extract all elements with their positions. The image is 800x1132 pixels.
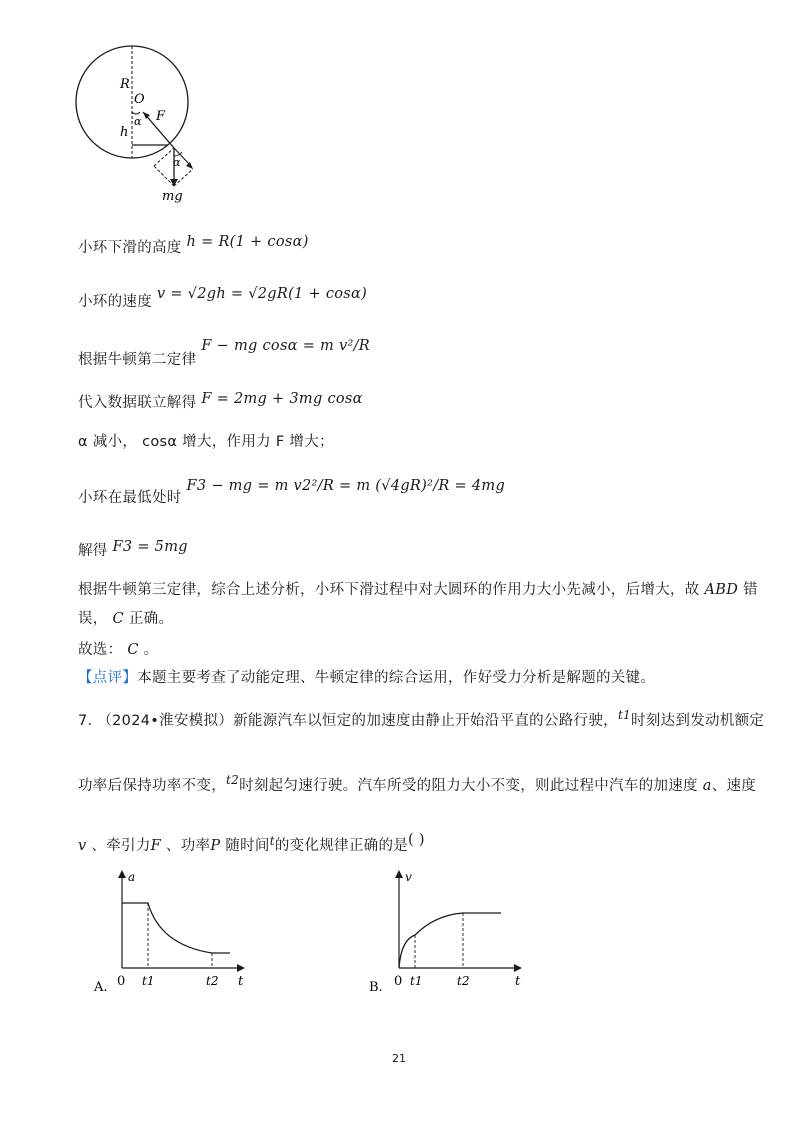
var-F: F bbox=[150, 838, 161, 854]
question-text-1a: 新能源汽车以恒定的加速度由静止开始沿平直的公路行驶， bbox=[233, 713, 618, 729]
label-mg: mg bbox=[162, 189, 183, 204]
label-R: R bbox=[120, 77, 130, 92]
dashed-parallelogram-1 bbox=[154, 166, 174, 186]
question-line-1 bbox=[78, 708, 765, 731]
conclusion-c: C bbox=[112, 611, 124, 627]
speed-line bbox=[78, 286, 368, 312]
page-number: 21 bbox=[392, 1052, 406, 1065]
conclusion-abd: ABD bbox=[704, 582, 739, 598]
question-text-2b: 时刻起匀速行驶。汽车所受的阻力大小不变，则此过程中汽车的加速度 bbox=[239, 778, 698, 794]
question-source: （2024•淮安模拟） bbox=[97, 713, 234, 729]
speed-formula: v = √2gh = √2gR(1 + cosα) bbox=[156, 286, 368, 302]
question-text-2c: 、速度 bbox=[711, 778, 757, 794]
answer-line bbox=[78, 640, 158, 660]
comment-text: 本题主要考查了动能定理、牛顿定律的综合运用，作好受力分析是解题的关键。 bbox=[137, 670, 656, 686]
option-a-letter: A. bbox=[94, 980, 108, 995]
angle-arc-top bbox=[132, 112, 140, 114]
newton2-line bbox=[78, 338, 371, 370]
label-F: F bbox=[156, 109, 166, 124]
dashed-parallelogram-3 bbox=[174, 169, 193, 186]
option-b-graph bbox=[365, 865, 540, 1000]
conclusion-text-2a: 误， bbox=[78, 611, 108, 627]
lowest-point-line bbox=[78, 478, 506, 508]
label-alpha-bottom: α bbox=[173, 156, 181, 169]
arrowhead-mg bbox=[170, 179, 178, 186]
a-x-arrow bbox=[237, 964, 245, 972]
label-h: h bbox=[120, 125, 129, 140]
newton2-formula: F − mg cosα = m v²/R bbox=[201, 338, 371, 354]
b-origin: 0 bbox=[394, 974, 403, 989]
b-tick1: t1 bbox=[410, 974, 423, 988]
b-tick2: t2 bbox=[457, 974, 470, 988]
var-t2: t2 bbox=[226, 773, 240, 787]
a-origin: 0 bbox=[117, 974, 126, 989]
a-tick2: t2 bbox=[206, 974, 219, 988]
conclusion-wrong: 错 bbox=[743, 582, 758, 598]
answer-label: 故选： bbox=[78, 642, 123, 658]
var-t1: t1 bbox=[617, 708, 631, 722]
question-text-3d: 的变化规律正确的是 bbox=[274, 838, 409, 854]
var-P: P bbox=[210, 838, 221, 854]
result-formula: F3 = 5mg bbox=[112, 539, 188, 555]
question-number: 7. bbox=[78, 713, 93, 729]
solve-line bbox=[78, 393, 363, 413]
result-label: 解得 bbox=[78, 543, 108, 559]
speed-label: 小环的速度 bbox=[78, 294, 152, 310]
a-tick1: t1 bbox=[142, 974, 155, 988]
answer-blank: ( ) bbox=[408, 832, 425, 848]
solve-label: 代入数据联立解得 bbox=[78, 395, 197, 411]
comment-tag: 【点评】 bbox=[78, 670, 138, 686]
question-line-2 bbox=[78, 773, 757, 796]
var-v: v bbox=[78, 838, 87, 854]
height-formula: h = R(1 + cosα) bbox=[186, 234, 309, 250]
result-line bbox=[78, 541, 188, 561]
question-text-2a: 功率后保持功率不变， bbox=[78, 778, 226, 794]
b-x-arrow bbox=[514, 964, 522, 972]
conclusion-line-2 bbox=[78, 609, 173, 629]
b-y-label: v bbox=[405, 870, 412, 884]
conclusion-line-1 bbox=[78, 580, 758, 600]
a-y-arrow bbox=[118, 870, 126, 878]
label-alpha-top: α bbox=[134, 115, 142, 128]
height-line bbox=[78, 234, 309, 258]
var-a: a bbox=[702, 778, 712, 794]
circle-force-diagram bbox=[70, 40, 210, 210]
var-t: t bbox=[269, 834, 275, 848]
question-text-3c: 随时间 bbox=[225, 838, 270, 854]
question-text-3a: 、牵引力 bbox=[91, 838, 151, 854]
option-b-letter: B. bbox=[369, 980, 383, 995]
b-curve bbox=[399, 913, 501, 968]
solve-formula: F = 2mg + 3mg cosα bbox=[201, 391, 363, 407]
trend-line: α 减小， cosα 增大，作用力 F 增大； bbox=[78, 434, 334, 450]
lowest-label: 小环在最低处时 bbox=[78, 490, 182, 506]
question-text-1b: 时刻达到发动机额定 bbox=[631, 713, 765, 729]
question-text-3b: 、功率 bbox=[165, 838, 211, 854]
answer-value: C bbox=[127, 642, 139, 658]
arrowhead-component bbox=[186, 162, 193, 169]
comment-line bbox=[78, 668, 655, 688]
answer-end: 。 bbox=[143, 642, 159, 658]
newton2-label: 根据牛顿第二定律 bbox=[78, 352, 197, 368]
a-y-label: a bbox=[128, 870, 136, 884]
label-O: O bbox=[134, 92, 145, 107]
b-y-arrow bbox=[395, 870, 403, 878]
lowest-formula: F3 − mg = m v2²/R = m (√4gR)²/R = 4mg bbox=[186, 478, 506, 494]
dashed-parallelogram-2 bbox=[154, 148, 174, 166]
b-x-label: t bbox=[515, 974, 521, 989]
height-label: 小环下滑的高度 bbox=[78, 240, 182, 256]
conclusion-text-1: 根据牛顿第三定律，综合上述分析，小环下滑过程中对大圆环的作用力大小先减小，后增大，故 bbox=[78, 582, 700, 598]
a-x-label: t bbox=[238, 974, 244, 989]
a-curve bbox=[122, 903, 230, 953]
question-line-3 bbox=[78, 832, 425, 856]
option-a-graph bbox=[90, 865, 265, 1000]
conclusion-text-2b: 正确。 bbox=[128, 611, 174, 627]
